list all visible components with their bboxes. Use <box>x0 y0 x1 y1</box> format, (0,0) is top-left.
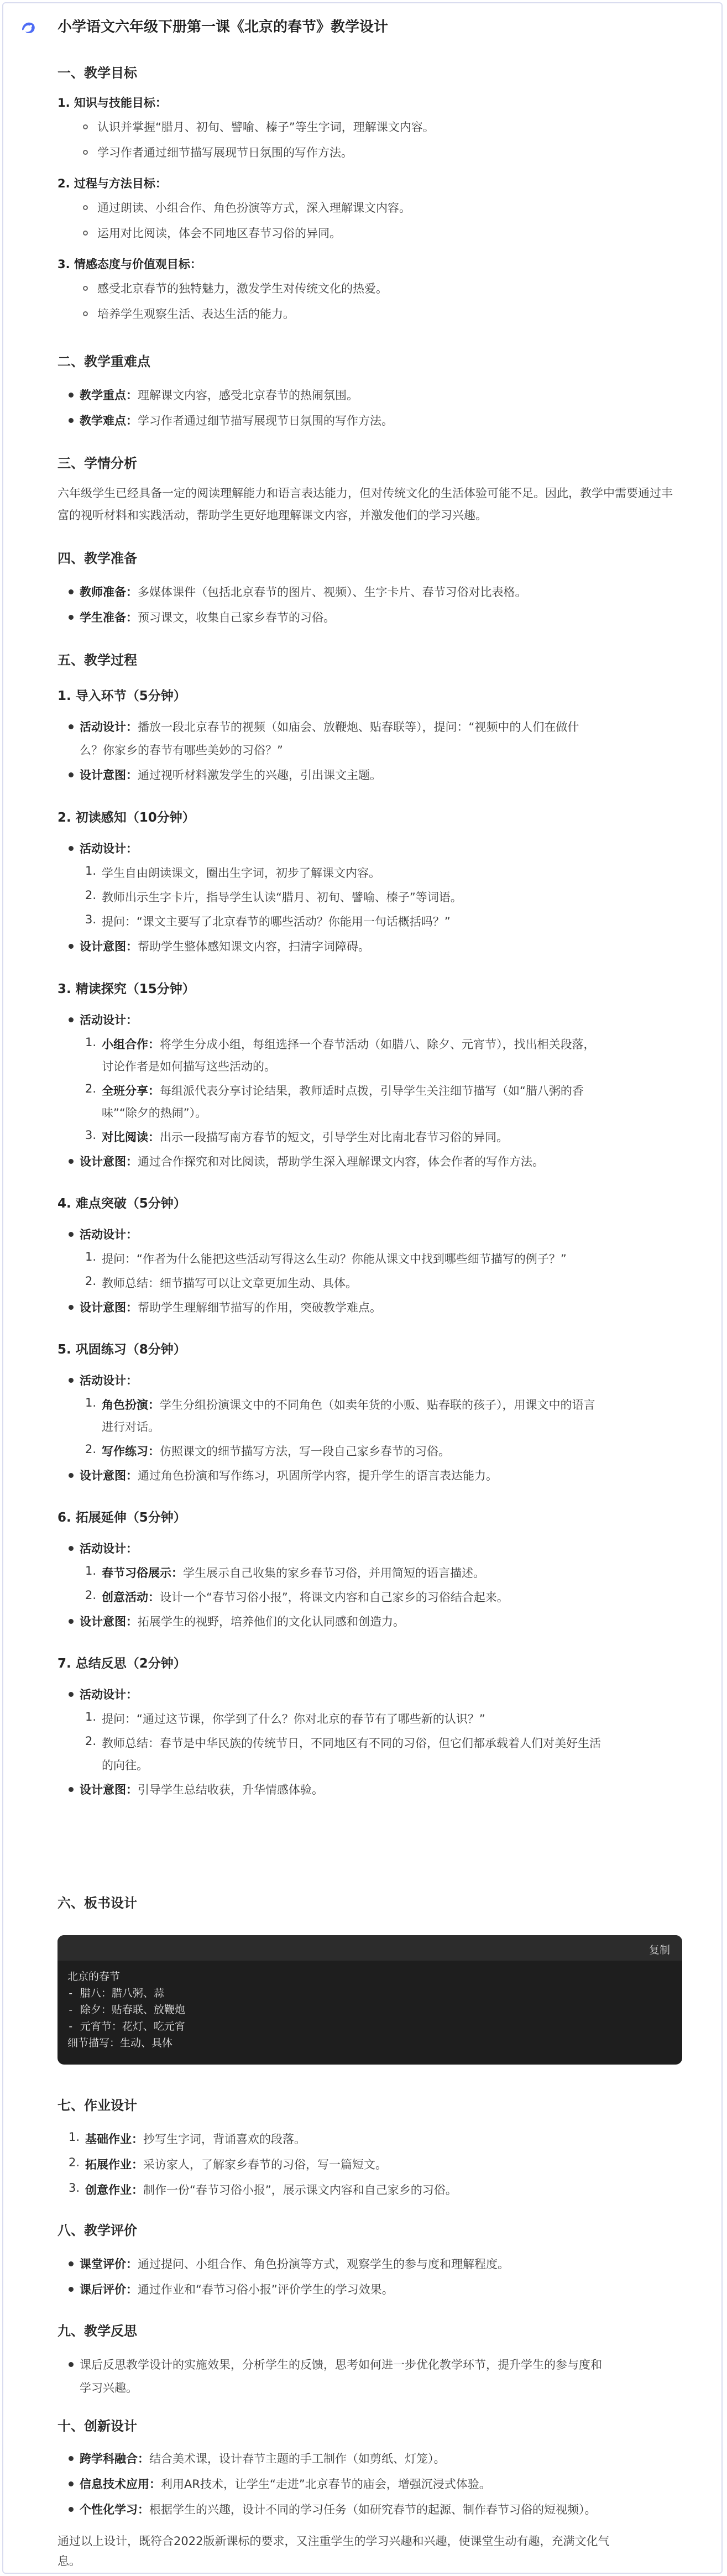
list-item-continued: 学习兴趣。 <box>80 2381 138 2395</box>
bullet-icon <box>69 1692 74 1697</box>
list-item: 运用对比阅读，体会不同地区春节习俗的异同。 <box>97 227 341 240</box>
list-item: 认识并掌握“腊月、初旬、譬喻、榛子”等生字词，理解课文内容。 <box>97 121 435 134</box>
list-item: 信息技术应用：利用AR技术，让学生“走进”北京春节的庙会，增强沉浸式体验。 <box>80 2478 491 2491</box>
bullet-icon <box>69 2362 74 2367</box>
list-item: 课后反思教学设计的实施效果，分析学生的反馈，思考如何进一步优化教学环节，提升学生的参与度和 <box>80 2358 602 2371</box>
list-item: 教学难点：学习作者通过细节描写展现节日氛围的写作方法。 <box>80 414 393 427</box>
bullet-icon <box>69 615 74 620</box>
section-heading: 二、教学重难点 <box>57 354 150 369</box>
bullet-icon <box>69 393 74 398</box>
step-heading: 3. 精读探究（15分钟） <box>57 982 195 996</box>
list-item: 小组合作：将学生分成小组，每组选择一个春节活动（如腊八、除夕、元宵节），找出相关段落， <box>102 1038 595 1051</box>
list-item: 活动设计： <box>80 842 138 855</box>
list-item: 设计意图：通过角色扮演和写作练习，巩固所学内容，提升学生的语言表达能力。 <box>80 1469 498 1482</box>
list-number: 1. <box>85 1250 97 1263</box>
list-item: 提问：“作者为什么能把这些活动写得这么生动？你能从课文中找到哪些细节描写的例子？” <box>102 1252 567 1266</box>
list-number: 1. <box>85 1396 97 1409</box>
list-number: 2. <box>85 1443 97 1456</box>
list-item: 活动设计： <box>80 1374 138 1387</box>
list-item: 活动设计： <box>80 1013 138 1027</box>
bullet-icon <box>69 772 74 777</box>
goal-head: 2. 过程与方法目标： <box>57 177 167 190</box>
list-item: 拓展作业：采访家人，了解家乡春节的习俗，写一篇短文。 <box>85 2158 387 2171</box>
list-number: 2. <box>85 1274 97 1288</box>
list-item: 教师准备：多媒体课件（包括北京春节的图片、视频）、生字卡片、春节习俗对比表格。 <box>80 586 527 599</box>
paragraph: 六年级学生已经具备一定的阅读理解能力和语言表达能力，但对传统文化的生活体验可能不足。因此，教学中需要通过丰富的视听材料和实践活动，帮助学生更好地理解课文内容，并激发他们的学习兴趣。 <box>57 487 673 522</box>
bullet-icon <box>83 311 88 316</box>
code-content: 北京的春节 - 腊八：腊八粥、蒜 - 除夕：贴春联、放鞭炮 - 元宵节：花灯、吃元宵 细节描写：生动、具体 <box>67 1971 185 2049</box>
list-item: 设计意图：帮助学生整体感知课文内容，扫清字词障碍。 <box>80 940 370 953</box>
message-content <box>57 0 682 2576</box>
list-item: 创意活动：设计一个“春节习俗小报”，将课文内容和自己家乡的习俗结合起来。 <box>102 1591 509 1604</box>
step-heading: 4. 难点突破（5分钟） <box>57 1196 186 1211</box>
bullet-icon <box>69 846 74 851</box>
bullet-icon <box>83 231 88 236</box>
bullet-icon <box>69 2507 74 2512</box>
bullet-icon <box>69 2456 74 2461</box>
bullet-icon <box>69 1378 74 1383</box>
list-item: 活动设计： <box>80 1542 138 1555</box>
closing-text: 通过以上设计，既符合2022版新课标的要求，又注重学生的学习兴趣和兴趣，使课堂生动有趣，充满文化气 <box>57 2535 610 2548</box>
section-heading: 三、学情分析 <box>57 456 137 471</box>
bullet-icon <box>69 1619 74 1624</box>
bullet-icon <box>83 205 88 210</box>
bullet-icon <box>83 124 88 129</box>
list-item: 跨学科融合：结合美术课，设计春节主题的手工制作（如剪纸、灯笼）。 <box>80 2452 446 2465</box>
section-heading: 四、教学准备 <box>57 551 137 566</box>
bullet-icon <box>69 1159 74 1164</box>
list-item: 写作练习：仿照课文的细节描写方法，写一段自己家乡春节的习俗。 <box>102 1445 450 1458</box>
list-item: 个性化学习：根据学生的兴趣，设计不同的学习任务（如研究春节的起源、制作春节习俗的短视频）。 <box>80 2503 597 2516</box>
list-item: 创意作业：制作一份“春节习俗小报”，展示课文内容和自己家乡的习俗。 <box>85 2183 457 2197</box>
list-item-continued: 味”“除夕的热闹”）。 <box>102 1106 207 1120</box>
closing-text: 息。 <box>57 2554 81 2568</box>
step-heading: 7. 总结反思（2分钟） <box>57 1657 186 1671</box>
list-number: 1. <box>85 1036 97 1049</box>
section-heading: 六、板书设计 <box>57 1895 137 1911</box>
list-item: 全班分享：每组派代表分享讨论结果，教师适时点拨，引导学生关注细节描写（如“腊八粥的香 <box>102 1084 584 1098</box>
list-item: 对比阅读：出示一段描写南方春节的短文，引导学生对比南北春节习俗的异同。 <box>102 1131 508 1144</box>
list-item: 设计意图：引导学生总结收获，升华情感体验。 <box>80 1783 323 1796</box>
bullet-icon <box>69 1473 74 1478</box>
list-number: 3. <box>85 913 97 926</box>
section-heading: 五、教学过程 <box>57 652 137 668</box>
bullet-icon <box>69 2287 74 2292</box>
list-number: 1. <box>85 1710 97 1723</box>
list-number: 1. <box>85 1564 97 1577</box>
step-heading: 1. 导入环节（5分钟） <box>57 689 186 703</box>
list-item: 活动设计： <box>80 1228 138 1241</box>
bullet-icon <box>83 150 88 155</box>
list-number: 1. <box>85 864 97 877</box>
list-item: 角色扮演：学生分组扮演课文中的不同角色（如卖年货的小贩、贴春联的孩子），用课文中的语言 <box>102 1398 595 1412</box>
list-item: 课后评价：通过作业和“春节习俗小报”评价学生的学习效果。 <box>80 2283 394 2296</box>
list-item: 学生准备：预习课文，收集自己家乡春节的习俗。 <box>80 611 335 624</box>
list-number: 2. <box>85 1734 97 1748</box>
list-item: 设计意图：通过合作探究和对比阅读，帮助学生深入理解课文内容，体会作者的写作方法。 <box>80 1155 544 1168</box>
section-heading: 八、教学评价 <box>57 2223 137 2238</box>
list-number: 2. <box>85 1589 97 1602</box>
copy-button[interactable]: 复制 <box>648 1944 670 1956</box>
list-item: 设计意图：拓展学生的视野，培养他们的文化认同感和创造力。 <box>80 1615 405 1628</box>
step-heading: 6. 拓展延伸（5分钟） <box>57 1511 186 1525</box>
list-item: 设计意图：通过视听材料激发学生的兴趣，引出课文主题。 <box>80 769 381 782</box>
list-number: 2. <box>85 1082 97 1095</box>
goal-head: 1. 知识与技能目标： <box>57 96 167 109</box>
section-heading: 七、作业设计 <box>57 2098 137 2113</box>
section-heading: 九、教学反思 <box>57 2323 137 2339</box>
list-number: 3. <box>69 2181 80 2194</box>
bullet-icon <box>69 418 74 423</box>
list-item: 培养学生观察生活、表达生活的能力。 <box>97 307 295 321</box>
bullet-icon <box>69 589 74 594</box>
list-item-continued: 的向往。 <box>102 1759 148 1772</box>
bullet-icon <box>69 1017 74 1022</box>
list-item: 教师总结：春节是中华民族的传统节日，不同地区有不同的习俗，但它们都承载着人们对美好生活 <box>102 1737 601 1750</box>
list-number: 1. <box>69 2130 80 2144</box>
bullet-icon <box>69 1305 74 1310</box>
list-number: 2. <box>85 889 97 902</box>
code-block-header <box>57 1935 682 1961</box>
list-item: 设计意图：帮助学生理解细节描写的作用，突破教学难点。 <box>80 1301 381 1314</box>
page-title: 小学语文六年级下册第一课《北京的春节》教学设计 <box>57 19 389 35</box>
list-item: 学生自由朗读课文，圈出生字词，初步了解课文内容。 <box>102 866 380 880</box>
list-item: 活动设计：播放一段北京春节的视频（如庙会、放鞭炮、贴春联等），提问：“视频中的人们在做什 <box>80 720 579 734</box>
list-item: 学习作者通过细节描写展现节日氛围的写作方法。 <box>97 146 353 159</box>
list-item: 教学重点：理解课文内容，感受北京春节的热闹氛围。 <box>80 389 358 402</box>
section-heading: 一、教学目标 <box>57 65 137 81</box>
bullet-icon <box>69 724 74 729</box>
step-heading: 5. 巩固练习（8分钟） <box>57 1342 186 1357</box>
bullet-icon <box>83 286 88 291</box>
bullet-icon <box>69 944 74 949</box>
bullet-icon <box>69 1232 74 1237</box>
list-item-continued: 么？你家乡的春节有哪些美妙的习俗？” <box>80 744 283 757</box>
bullet-icon <box>69 2481 74 2486</box>
list-item: 提问：“通过这节课，你学到了什么？你对北京的春节有了哪些新的认识？” <box>102 1712 485 1726</box>
list-item: 基础作业：抄写生字词，背诵喜欢的段落。 <box>85 2133 306 2146</box>
list-item: 活动设计： <box>80 1688 138 1701</box>
list-item: 课堂评价：通过提问、小组合作、角色扮演等方式，观察学生的参与度和理解程度。 <box>80 2258 509 2271</box>
list-item: 春节习俗展示：学生展示自己收集的家乡春节习俗，并用简短的语言描述。 <box>102 1566 485 1580</box>
step-heading: 2. 初读感知（10分钟） <box>57 811 195 825</box>
list-number: 2. <box>69 2156 80 2169</box>
list-item: 感受北京春节的独特魅力，激发学生对传统文化的热爱。 <box>97 282 388 295</box>
bullet-icon <box>69 2261 74 2266</box>
list-item-continued: 讨论作者是如何描写这些活动的。 <box>102 1060 276 1073</box>
bullet-icon <box>69 1546 74 1551</box>
list-item-continued: 进行对话。 <box>102 1420 160 1434</box>
assistant-logo-icon <box>19 19 38 38</box>
list-item: 教师出示生字卡片，指导学生认读“腊月、初旬、譬喻、榛子”等词语。 <box>102 891 462 904</box>
list-item: 通过朗读、小组合作、角色扮演等方式，深入理解课文内容。 <box>97 201 411 215</box>
list-item: 提问：“课文主要写了北京春节的哪些活动？你能用一句话概括吗？” <box>102 915 451 928</box>
list-item: 教师总结：细节描写可以让文章更加生动、具体。 <box>102 1277 357 1290</box>
bullet-icon <box>69 1787 74 1792</box>
list-number: 3. <box>85 1128 97 1142</box>
goal-head: 3. 情感态度与价值观目标： <box>57 258 202 271</box>
section-heading: 十、创新设计 <box>57 2418 137 2434</box>
code-block <box>57 1935 682 2065</box>
